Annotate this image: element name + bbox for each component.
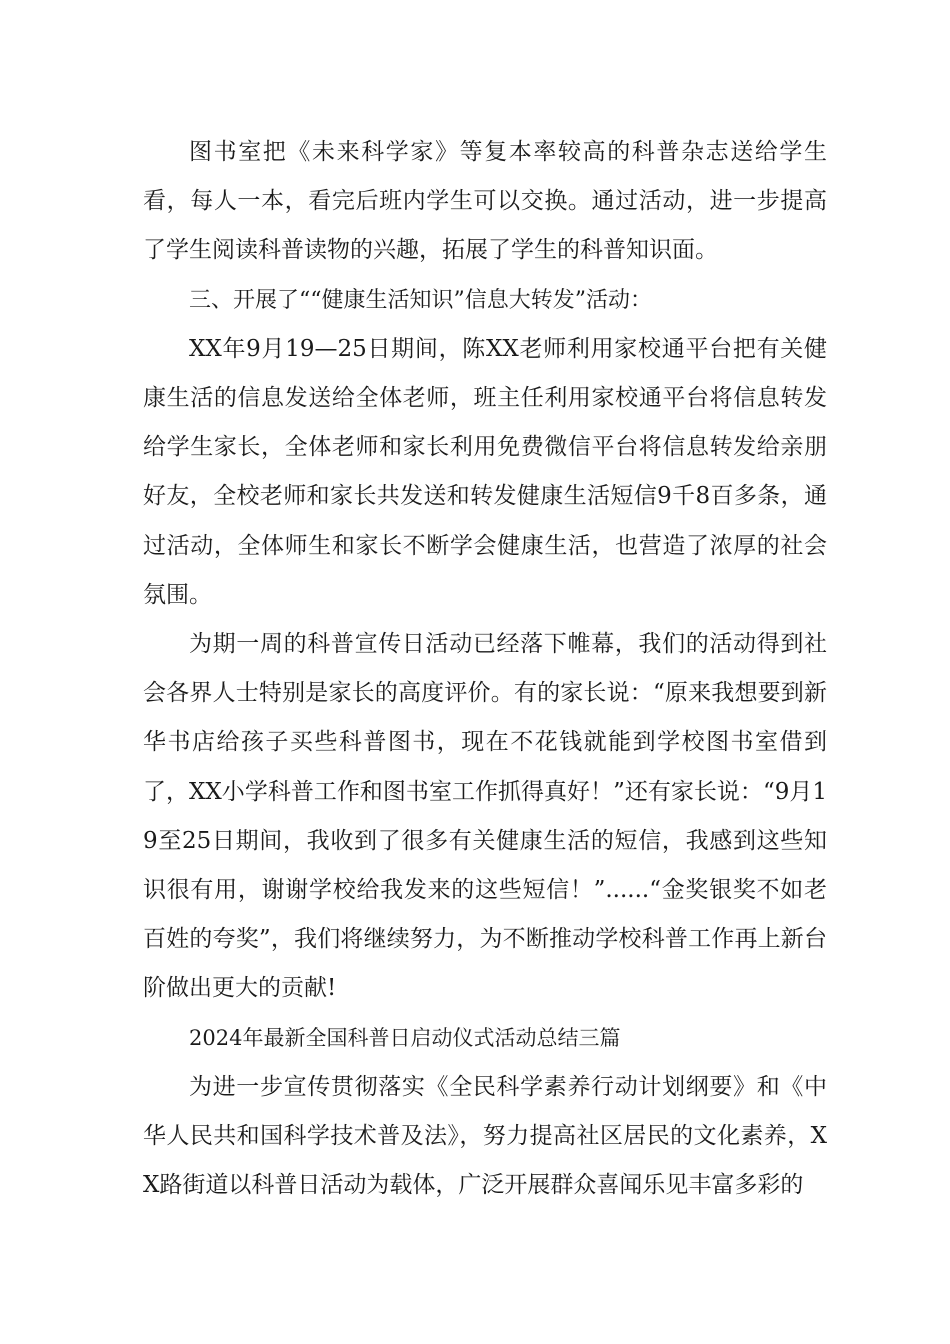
section-heading-three: 三、开展了““健康生活知识”信息大转发”活动： bbox=[189, 287, 652, 313]
document-heading: 2024年最新全国科普日启动仪式活动总结三篇 bbox=[189, 1025, 621, 1050]
paragraph-activity-feedback: 为期一周的科普宣传日活动已经落下帷幕，我们的活动得到社会各界人士特别是家长的高度评价。有的家长说：“原来我想要到新华书店给孩子买些科普图书，现在不花钱就能到学校图书室借到了，XX小学科普工作和图书室工作抓得真好！”还有家长说：“9月19至25日期间，我收到了很多有关健康生活的短信，我感到这些知识很有用，谢谢学校给我发来的这些短信！”......“金奖银奖不如老百姓的夸奖”，我们将继续努力，为不断推动学校科普工作再上新台阶做出更大的贡献! bbox=[143, 631, 827, 1002]
paragraph-health-info-forwarding: XX年9月19—25日期间，陈XX老师利用家校通平台把有关健康生活的信息发送给全体老师，班主任利用家校通平台将信息转发给学生家长，全体老师和家长利用免费微信平台将信息转发给亲朋好友，全校老师和家长共发送和转发健康生活短信9千8百多条，通过活动，全体师生和家长不断学会健康生活，也营造了浓厚的社会氛围。 bbox=[143, 335, 827, 608]
document-body bbox=[143, 128, 827, 1210]
paragraph-library-magazines: 图书室把《未来科学家》等复本率较高的科普杂志送给学生看，每人一本，看完后班内学生可以交换。通过活动，进一步提高了学生阅读科普读物的兴趣，拓展了学生的科普知识面。 bbox=[143, 139, 827, 264]
paragraph-street-activity-intro: 为进一步宣传贯彻落实《全民科学素养行动计划纲要》和《中华人民共和国科学技术普及法》，努力提高社区居民的文化素养，XX路街道以科普日活动为载体，广泛开展群众喜闻乐见丰富多彩的 bbox=[143, 1073, 827, 1199]
